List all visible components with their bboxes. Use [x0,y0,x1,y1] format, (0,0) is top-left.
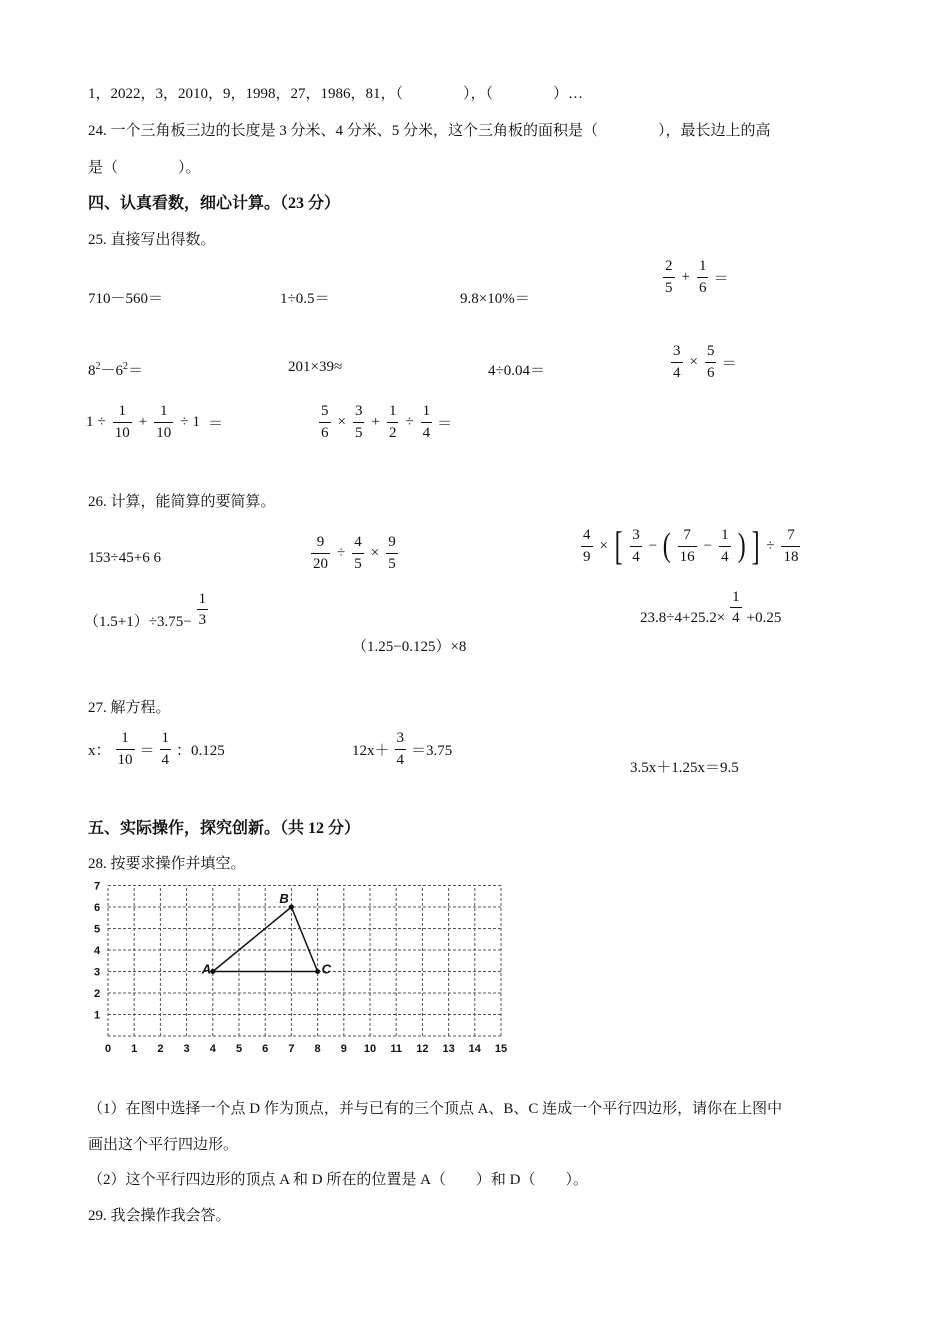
q26-item-e: （1.25−0.125）×8 [352,639,467,655]
numerator: 3 [354,403,363,419]
fraction [705,343,717,381]
denominator: 5 [663,277,675,297]
vertex-label: C [321,961,331,977]
q25-item-i [86,403,223,441]
q26-item-d [84,590,211,631]
q26-item-f [640,588,782,627]
numerator: 1 [161,730,170,746]
numerator: 2 [665,258,673,274]
vertex-label: A [201,961,212,977]
operator: ÷ [766,537,775,554]
x-tick-label: 12 [416,1043,429,1055]
numerator: 1 [422,403,431,419]
numerator: 7 [787,527,795,543]
vertex-label: B [279,891,289,906]
denominator: 5 [352,553,364,573]
right-paren: ) [737,527,746,564]
denominator: 6 [319,422,331,442]
q27-item-b [352,730,452,768]
section-4-heading: 四、认真看数，细心计算。（23 分） [88,195,341,212]
x-tick-label: 2 [157,1043,164,1055]
x-tick-label: 8 [314,1043,321,1055]
x-tick-label: 6 [262,1043,269,1055]
q25-item-a: 710－560＝ [88,291,164,307]
question-28-part1-line2: 画出这个平行四边形。 [88,1137,239,1153]
operator: + [138,413,148,430]
fraction [730,589,742,627]
x-tick-label: 15 [494,1043,508,1055]
equals: ＝ [721,355,737,372]
section-5-heading: 五、实际操作，探究创新。（共 12 分） [88,820,361,837]
fraction [160,730,172,768]
numerator: 5 [321,403,329,419]
fraction [319,403,331,441]
equals: ＝ [437,415,453,432]
question-28-title: 28. 按要求操作并填空。 [88,856,246,872]
numerator: 9 [316,534,325,550]
question-28-part1-line1: （1）在图中选择一个点 D 作为顶点，并与已有的三个顶点 A、B、C 连成一个平行四边形，请你在上图中 [88,1101,783,1117]
fraction [353,403,365,441]
equals: ＝ [128,363,144,379]
numerator: 1 [388,403,397,419]
denominator: 20 [311,553,330,573]
q25-item-b: 1÷0.5＝ [280,291,330,307]
operator: ÷ [180,413,189,430]
x-tick-label: 4 [209,1043,216,1055]
fraction [395,730,407,768]
fraction [697,258,709,296]
q25-item-h [668,343,736,381]
base: 8 [88,363,96,379]
expression-prefix: 12x＋ [352,742,390,759]
denominator: 5 [353,422,365,442]
numerator: 1 [721,527,729,543]
x-tick-label: 13 [442,1043,455,1055]
denominator: 18 [781,546,800,566]
q25-item-j [316,403,452,441]
denominator: 4 [630,546,642,566]
equals: ＝ [207,415,223,432]
numerator: 1 [121,730,129,746]
sequence-line: 1，2022，3，2010，9，1998，27，1986，81，（ ），（ ）… [88,86,584,102]
fraction [113,403,132,441]
expression-prefix: x： [88,742,111,759]
denominator: 10 [116,749,135,769]
fraction [678,527,697,565]
x-tick-label: 9 [340,1043,347,1055]
denominator: 2 [387,422,399,442]
fraction [581,527,593,565]
denominator: 5 [386,553,398,573]
question-27-title: 27. 解方程。 [88,700,171,716]
fraction [311,534,330,572]
x-tick-label: 10 [363,1043,377,1055]
coordinate-grid [86,880,522,1060]
numerator: 3 [396,730,405,746]
numerator: 1 [698,258,707,274]
vertex-point [315,969,320,974]
denominator: 4 [730,607,742,627]
x-tick-label: 0 [104,1043,112,1055]
fraction [421,403,433,441]
vertex-point [289,905,294,910]
expression-prefix: 23.8÷4+25.2× [640,610,726,626]
left-bracket: [ [614,523,623,568]
numerator: 3 [632,527,640,543]
x-tick-label: 11 [390,1043,403,1055]
y-tick-label: 3 [93,966,101,979]
numerator: 4 [583,527,591,543]
operand: 1 [192,413,200,430]
equals: ＝ [139,742,155,759]
question-26-title: 26. 计算，能简算的要简算。 [88,494,276,510]
operator: × [599,537,608,554]
x-tick-label: 1 [131,1043,138,1055]
denominator: 9 [581,546,593,566]
operator: ÷ [97,413,106,430]
left-paren: ( [662,527,671,564]
expression-suffix: ＝3.75 [411,742,453,759]
denominator: 4 [395,749,407,769]
operator: × [689,353,698,370]
numerator: 1 [732,588,740,605]
denominator: 4 [719,546,731,566]
denominator: 3 [197,609,209,629]
q25-item-d [660,258,728,296]
q25-item-c: 9.8×10%＝ [460,291,530,307]
fraction [671,343,683,381]
operator: + [681,268,690,285]
q25-item-f: 201×39≈ [288,359,343,375]
x-tick-label: 14 [468,1043,481,1055]
expression-suffix: +0.25 [746,610,782,626]
operand: 1 [86,413,94,430]
x-tick-label: 5 [235,1043,243,1055]
fraction [630,527,642,565]
y-tick-label: 4 [93,945,101,957]
y-tick-label: 5 [93,923,101,936]
q26-item-c [578,523,803,568]
operator: × [370,544,380,561]
y-tick-label: 6 [93,902,101,914]
fraction [386,534,398,572]
denominator: 4 [160,749,172,769]
x-tick-label: 7 [288,1043,295,1055]
q25-item-g: 4÷0.04＝ [488,363,545,379]
denominator: 6 [705,362,717,382]
q26-item-b [308,534,401,572]
denominator: 6 [697,277,709,297]
expression-suffix: ：0.125 [176,742,225,759]
q25-item-e [88,359,143,380]
fraction [781,527,800,565]
operator: + [371,413,380,430]
denominator: 16 [678,546,697,566]
q27-item-c: 3.5x＋1.25x＝9.5 [630,760,739,776]
numerator: 1 [159,403,168,419]
q27-item-a [88,730,225,768]
operator: × [337,413,346,430]
question-24-line2: 是（ ）。 [88,160,201,176]
question-25-title: 25. 直接写出得数。 [88,232,216,248]
numerator: 4 [354,534,362,550]
question-28-part2: （2）这个平行四边形的顶点 A 和 D 所在的位置是 A（ ）和 D（ ）。 [88,1172,589,1188]
fraction [719,527,731,565]
numerator: 9 [388,534,396,550]
minus-term: －6 [100,363,124,379]
y-tick-label: 2 [93,988,101,1000]
exponent: 2 [123,361,129,372]
denominator: 10 [113,422,132,442]
fraction [387,403,399,441]
fraction [352,534,364,572]
q26-item-a: 153÷45+6 6 [88,550,161,566]
denominator: 10 [154,422,173,442]
fraction [197,591,209,629]
operator: − [703,537,713,554]
fraction [116,730,135,768]
numerator: 1 [118,403,126,419]
expression-prefix: （1.5+1）÷3.75− [84,614,192,630]
denominator: 4 [421,422,433,442]
question-29-title: 29. 我会操作我会答。 [88,1208,231,1224]
operator: − [648,537,658,554]
numerator: 3 [673,343,681,359]
equals: ＝ [713,270,729,287]
question-24-line1: 24. 一个三角板三边的长度是 3 分米、4 分米、5 分米，这个三角板的面积是（ ），最长边上的高 [88,123,771,139]
fraction [663,258,675,296]
numerator: 5 [706,343,715,359]
y-tick-label: 7 [93,880,101,893]
numerator: 1 [198,590,207,607]
operator: ÷ [337,544,346,561]
fraction [154,403,173,441]
numerator: 7 [683,527,691,543]
right-bracket: ] [751,523,760,568]
exponent: 2 [95,361,101,372]
x-tick-label: 3 [183,1043,190,1055]
operator: ÷ [405,413,414,430]
denominator: 4 [671,362,683,382]
y-tick-label: 1 [93,1009,101,1022]
